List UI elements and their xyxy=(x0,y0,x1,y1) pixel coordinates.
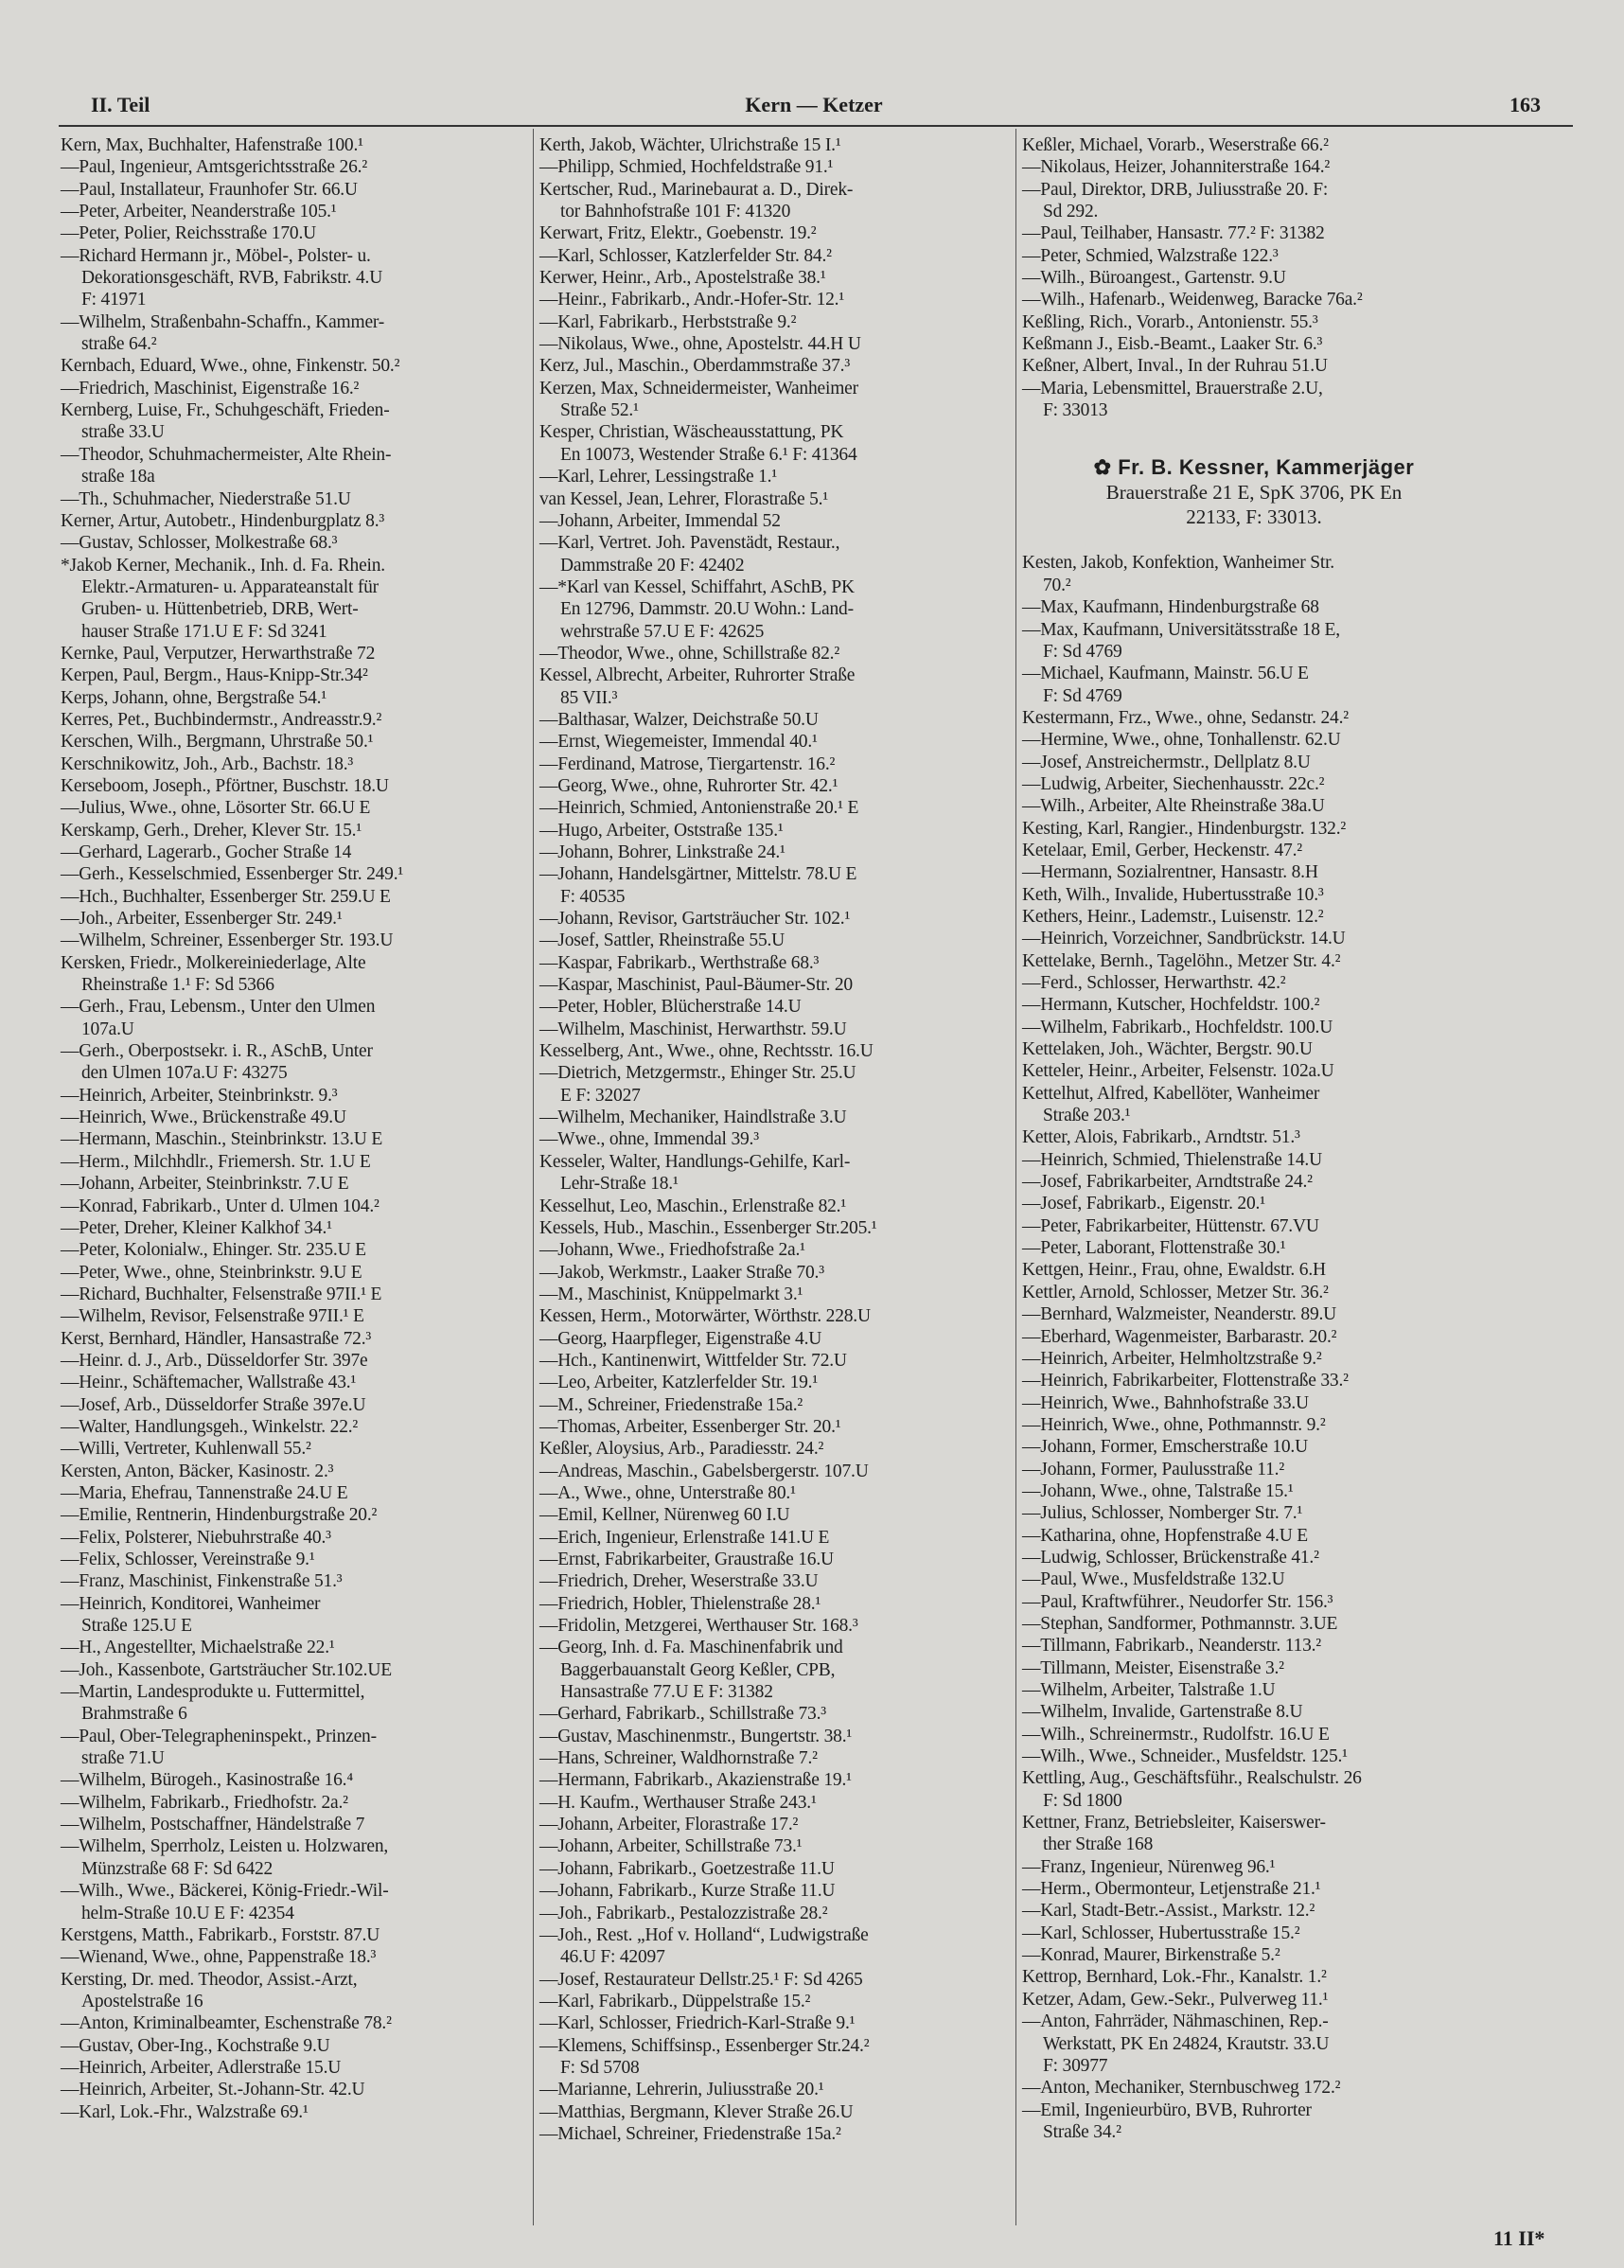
directory-entry-line: —Heinrich, Wwe., ohne, Pothmannstr. 9.² xyxy=(1022,1414,1326,1435)
advertisement xyxy=(1022,455,1486,529)
directory-entry-line: —Ernst, Wiegemeister, Immendal 40.¹ xyxy=(539,732,818,753)
directory-entry-line: E F: 32027 xyxy=(560,1085,641,1106)
directory-entry-line: —Anton, Kriminalbeamter, Eschenstraße 78.² xyxy=(61,2013,392,2034)
directory-entry-line: —Joh., Kassenbote, Gartsträucher Str.102.UE xyxy=(61,1659,392,1680)
directory-entry-line: Ketelaar, Emil, Gerber, Heckenstr. 47.² xyxy=(1022,840,1302,860)
directory-entry-line: Kerskamp, Gerh., Dreher, Klever Str. 15.¹ xyxy=(61,820,362,841)
directory-entry-line: —Heinrich, Arbeiter, Steinbrinkstr. 9.³ xyxy=(61,1085,338,1106)
directory-entry-line: —Johann, Fabrikarb., Kurze Straße 11.U xyxy=(539,1881,836,1902)
ad-title: Fr. B. Kessner, Kammerjäger xyxy=(1118,455,1415,480)
directory-entry-line: Kesselhut, Leo, Maschin., Erlenstraße 82.¹ xyxy=(539,1196,846,1216)
directory-entry-line: F: Sd 1800 xyxy=(1043,1790,1122,1811)
directory-entry-line: Kersten, Anton, Bäcker, Kasinostr. 2.³ xyxy=(61,1461,334,1481)
directory-entry-line: —Peter, Wwe., ohne, Steinbrinkstr. 9.U E xyxy=(61,1262,362,1283)
directory-entry-line: —Josef, Anstreichermstr., Dellplatz 8.U xyxy=(1022,752,1311,772)
directory-entry-line: —Josef, Fabrikarbeiter, Arndtstraße 24.² xyxy=(1022,1172,1313,1193)
directory-entry-line: 85 VII.³ xyxy=(560,687,618,708)
directory-entry-line: —H. Kaufm., Werthauser Straße 243.¹ xyxy=(539,1792,817,1813)
section-label: II. Teil xyxy=(91,93,150,116)
directory-entry-line: —Peter, Fabrikarbeiter, Hüttenstr. 67.VU xyxy=(1022,1215,1319,1236)
directory-entry-line: wehrstraße 57.U E F: 42625 xyxy=(560,621,765,642)
directory-entry-line: Keth, Wilh., Invalide, Hubertusstraße 10.³ xyxy=(1022,884,1324,905)
directory-entry-line: Kern, Max, Buchhalter, Hafenstraße 100.¹ xyxy=(61,135,363,155)
directory-entry-line: F: 33013 xyxy=(1043,400,1108,421)
directory-entry-line: Elektr.-Armaturen- u. Apparateanstalt für xyxy=(81,576,379,597)
directory-entry-line: —Josef, Arb., Düsseldorfer Straße 397e.U xyxy=(61,1394,366,1415)
directory-entry-line: —Wilhelm, Mechaniker, Haindlstraße 3.U xyxy=(539,1107,847,1128)
directory-entry-line: Kerner, Artur, Autobetr., Hindenburgplatz 8.³ xyxy=(61,510,385,531)
directory-entry-line: Kerpen, Paul, Bergm., Haus-Knipp-Str.34² xyxy=(61,665,368,686)
directory-entry-line: —Johann, Revisor, Gartsträucher Str. 102.¹ xyxy=(539,909,851,930)
directory-entry-line: —Friedrich, Maschinist, Eigenstraße 16.² xyxy=(61,378,360,399)
directory-entry-line: —Balthasar, Walzer, Deichstraße 50.U xyxy=(539,709,819,730)
directory-entry-line: —Tillmann, Meister, Eisenstraße 3.² xyxy=(1022,1657,1284,1678)
directory-entry-line: —Katharina, ohne, Hopfenstraße 4.U E xyxy=(1022,1525,1308,1546)
ad-address: Brauerstraße 21 E, SpK 3706, PK En xyxy=(1105,481,1403,505)
directory-entry-line: Sd 292. xyxy=(1043,202,1099,222)
directory-entry-line: Kessen, Herm., Motorwärter, Wörthstr. 228.U xyxy=(539,1306,871,1327)
directory-entry-line: —Joh., Arbeiter, Essenberger Str. 249.¹ xyxy=(61,909,343,930)
directory-entry-line: F: Sd 4769 xyxy=(1043,641,1122,662)
directory-entry-line: —Heinrich, Arbeiter, St.-Johann-Str. 42.U xyxy=(61,2080,365,2100)
directory-entry-line: —Tillmann, Fabrikarb., Neanderstr. 113.² xyxy=(1022,1636,1321,1657)
directory-entry-line: —Heinrich, Wwe., Bahnhofstraße 33.U xyxy=(1022,1392,1309,1413)
directory-entry-line: —Gustav, Maschinenmstr., Bungertstr. 38.¹ xyxy=(539,1726,853,1746)
directory-entry-line: —M., Maschinist, Knüppelmarkt 3.¹ xyxy=(539,1284,803,1304)
directory-entry-line: —Johann, Arbeiter, Immendal 52 xyxy=(539,510,781,531)
directory-entry-line: —Herm., Milchhdlr., Friemersh. Str. 1.U E xyxy=(61,1151,371,1172)
directory-entry-line: —Gustav, Schlosser, Molkestraße 68.³ xyxy=(61,533,338,554)
directory-entry-line: Kettelhut, Alfred, Kabellöter, Wanheimer xyxy=(1022,1083,1320,1104)
directory-entry-line: —Heinrich, Arbeiter, Adlerstraße 15.U xyxy=(61,2057,342,2078)
directory-entry-line: —Heinrich, Wwe., Brückenstraße 49.U xyxy=(61,1107,346,1128)
directory-entry-line: Kesselberg, Ant., Wwe., ohne, Rechtsstr. 16.U xyxy=(539,1041,874,1062)
directory-entry-line: 46.U F: 42097 xyxy=(560,1947,665,1968)
page-range-title: Kern — Ketzer xyxy=(745,93,883,116)
directory-entry-line: —Wilhelm, Maschinist, Herwarthstr. 59.U xyxy=(539,1019,847,1039)
directory-entry-line: Keßler, Michael, Vorarb., Weserstraße 66.² xyxy=(1022,135,1329,155)
directory-entry-line: straße 71.U xyxy=(81,1748,165,1769)
directory-entry-line: —Joh., Fabrikarb., Pestalozzistraße 28.² xyxy=(539,1903,828,1923)
directory-entry-line: Straße 52.¹ xyxy=(560,400,639,421)
directory-entry-line: Kesper, Christian, Wäscheausstattung, PK xyxy=(539,422,844,443)
directory-entry-line: —Kaspar, Fabrikarb., Werthstraße 68.³ xyxy=(539,952,820,973)
directory-entry-line: —Johann, Fabrikarb., Goetzestraße 11.U xyxy=(539,1858,835,1879)
directory-entry-line: —Emil, Ingenieurbüro, BVB, Ruhrorter xyxy=(1022,2100,1312,2120)
directory-entry-line: —Kaspar, Maschinist, Paul-Bäumer-Str. 20 xyxy=(539,975,853,996)
directory-entry-line: —Gerh., Oberpostsekr. i. R., ASchB, Unter xyxy=(61,1041,373,1062)
directory-entry-line: —Konrad, Fabrikarb., Unter d. Ulmen 104.² xyxy=(61,1196,380,1216)
directory-entry-line: straße 18a xyxy=(81,467,155,487)
directory-entry-line: —Heinrich, Vorzeichner, Sandbrückstr. 14.U xyxy=(1022,929,1346,949)
directory-entry-line: Kerseboom, Joseph., Pförtner, Buschstr. 18.U xyxy=(61,775,389,796)
directory-entry-line: —Ludwig, Schlosser, Brückenstraße 41.² xyxy=(1022,1547,1319,1568)
directory-entry-line: En 10073, Westender Straße 6.¹ F: 41364 xyxy=(560,444,857,465)
directory-entry-line: —Paul, Installateur, Fraunhofer Str. 66.U xyxy=(61,179,358,200)
directory-entry-line: Kerstgens, Matth., Fabrikarb., Forststr. 87.U xyxy=(61,1924,380,1945)
directory-entry-line: —Th., Schuhmacher, Niederstraße 51.U xyxy=(61,488,351,509)
directory-entry-line: Straße 34.² xyxy=(1043,2121,1121,2142)
directory-entry-line: —Felix, Polsterer, Niebuhrstraße 40.³ xyxy=(61,1527,331,1548)
directory-entry-line: —Georg, Haarpfleger, Eigenstraße 4.U xyxy=(539,1328,822,1349)
directory-entry-line: —Wilhelm, Schreiner, Essenberger Str. 193.U xyxy=(61,930,394,951)
directory-entry-line: Keßler, Aloysius, Arb., Paradiesstr. 24.² xyxy=(539,1439,824,1460)
directory-entry-line: Kernbach, Eduard, Wwe., ohne, Finkenstr. 50.² xyxy=(61,356,400,377)
directory-entry-line: —Hch., Buchhalter, Essenberger Str. 259.U E xyxy=(61,886,391,907)
directory-entry-line: —Johann, Handelsgärtner, Mittelstr. 78.U E xyxy=(539,864,857,885)
directory-entry-line: Ketteler, Heinr., Arbeiter, Felsenstr. 102a.U xyxy=(1022,1061,1334,1082)
directory-entry-line: —Leo, Arbeiter, Katzlerfelder Str. 19.¹ xyxy=(539,1373,818,1393)
directory-entry-line: Kernke, Paul, Verputzer, Herwarthstraße 72 xyxy=(61,643,376,664)
directory-entry-line: Kesting, Karl, Rangier., Hindenburgstr. 132.² xyxy=(1022,818,1347,839)
directory-entry-line: —Johann, Wwe., ohne, Talstraße 15.¹ xyxy=(1022,1480,1294,1501)
sheet-signature: 11 II* xyxy=(1493,2226,1545,2250)
directory-entry-line: —Peter, Hobler, Blücherstraße 14.U xyxy=(539,997,802,1018)
directory-entry-line: —Heinrich, Konditorei, Wanheimer xyxy=(61,1593,321,1614)
directory-entry-line: —Theodor, Wwe., ohne, Schillstraße 82.² xyxy=(539,643,839,664)
directory-entry-line: —Wilhelm, Straßenbahn-Schaffn., Kammer- xyxy=(61,311,385,332)
directory-entry-line: —Maria, Lebensmittel, Brauerstraße 2.U, xyxy=(1022,378,1323,399)
directory-entry-line: Kettling, Aug., Geschäftsführ., Realschulstr. 26 xyxy=(1022,1768,1362,1789)
directory-entry-line: Kettgen, Heinr., Frau, ohne, Ewaldstr. 6.H xyxy=(1022,1260,1326,1281)
directory-entry-line: Kersting, Dr. med. Theodor, Assist.-Arzt, xyxy=(61,1969,358,1990)
directory-entry-line: —Willi, Vertreter, Kuhlenwall 55.² xyxy=(61,1439,311,1460)
directory-entry-line: —Wilhelm, Arbeiter, Talstraße 1.U xyxy=(1022,1680,1276,1700)
directory-entry-line: —Heinrich, Arbeiter, Helmholtzstraße 9.² xyxy=(1022,1348,1322,1369)
directory-entry-line: —Karl, Lok.-Fhr., Walzstraße 69.¹ xyxy=(61,2101,309,2122)
directory-entry-line: —Gerhard, Fabrikarb., Schillstraße 73.³ xyxy=(539,1704,826,1725)
directory-entry-line: Baggerbauanstalt Georg Keßler, CPB, xyxy=(560,1659,836,1680)
directory-entry-line: Dekorationsgeschäft, RVB, Fabrikstr. 4.U xyxy=(81,268,383,289)
directory-entry-line: Keßner, Albert, Inval., In der Ruhrau 51.U xyxy=(1022,356,1328,377)
directory-entry-line: —Gustav, Ober-Ing., Kochstraße 9.U xyxy=(61,2035,330,2056)
directory-entry-line: —Erich, Ingenieur, Erlenstraße 141.U E xyxy=(539,1527,830,1548)
directory-entry-line: F: 41971 xyxy=(81,290,147,310)
directory-entry-line: —Walter, Handlungsgeh., Winkelstr. 22.² xyxy=(61,1416,359,1437)
directory-entry-line: 70.² xyxy=(1043,575,1071,595)
directory-entry-line: —M., Schreiner, Friedenstraße 15a.² xyxy=(539,1394,803,1415)
directory-entry-line: den Ulmen 107a.U F: 43275 xyxy=(81,1063,288,1084)
directory-entry-line: Ketzer, Adam, Gew.-Sekr., Pulverweg 11.¹ xyxy=(1022,1989,1329,2010)
directory-column-3 xyxy=(1022,134,1486,2143)
directory-entry-line: —Julius, Wwe., ohne, Lösorter Str. 66.U E xyxy=(61,798,371,819)
column-divider xyxy=(1015,129,1016,2225)
directory-entry-line: —Heinrich, Schmied, Antonienstraße 20.¹ E xyxy=(539,798,859,819)
directory-entry-line: —Heinr., Schäftemacher, Wallstraße 43.¹ xyxy=(61,1373,357,1393)
directory-entry-line: —Johann, Wwe., Friedhofstraße 2a.¹ xyxy=(539,1240,805,1261)
directory-entry-line: —Friedrich, Hobler, Thielenstraße 28.¹ xyxy=(539,1593,821,1614)
entries-before-ad xyxy=(1022,134,1486,421)
directory-entry-line: —Peter, Arbeiter, Neanderstraße 105.¹ xyxy=(61,202,337,222)
directory-entry-line: —Hugo, Arbeiter, Oststraße 135.¹ xyxy=(539,820,784,841)
directory-entry-line: —Ferd., Schlosser, Herwarthstr. 42.² xyxy=(1022,973,1286,993)
directory-entry-line: —Hermann, Sozialrentner, Hansastr. 8.H xyxy=(1022,862,1318,883)
directory-entry-line: —Anton, Fahrräder, Nähmaschinen, Rep.- xyxy=(1022,2011,1329,2032)
directory-entry-line: —Hermann, Kutscher, Hochfeldstr. 100.² xyxy=(1022,995,1320,1016)
directory-entry-line: —Hch., Kantinenwirt, Wittfelder Str. 72.U xyxy=(539,1350,847,1371)
directory-entry-line: van Kessel, Jean, Lehrer, Florastraße 5.¹ xyxy=(539,488,828,509)
directory-entry-line: Kessel, Albrecht, Arbeiter, Ruhrorter Straße xyxy=(539,665,856,686)
directory-entry-line: Hansastraße 77.U E F: 31382 xyxy=(560,1682,773,1703)
directory-entry-line: Kerps, Johann, ohne, Bergstraße 54.¹ xyxy=(61,687,327,708)
directory-entry-line: —Gerhard, Lagerarb., Gocher Straße 14 xyxy=(61,842,352,862)
directory-entry-line: —Fridolin, Metzgerei, Werthauser Str. 168.³ xyxy=(539,1616,858,1637)
directory-entry-line: Kettrop, Bernhard, Lok.-Fhr., Kanalstr. 1.² xyxy=(1022,1967,1327,1988)
directory-entry-line: —Jakob, Werkmstr., Laaker Straße 70.³ xyxy=(539,1262,824,1283)
directory-entry-line: —H., Angestellter, Michaelstraße 22.¹ xyxy=(61,1638,335,1658)
directory-entry-line: Kessels, Hub., Maschin., Essenberger Str.205.¹ xyxy=(539,1217,877,1238)
directory-entry-line: —Emilie, Rentnerin, Hindenburgstraße 20.² xyxy=(61,1505,378,1526)
directory-entry-line: —Philipp, Schmied, Hochfeldstraße 91.¹ xyxy=(539,157,834,178)
directory-entry-line: —Wwe., ohne, Immendal 39.³ xyxy=(539,1129,759,1150)
directory-entry-line: —Wilh., Wwe., Schneider., Musfeldstr. 125.¹ xyxy=(1022,1746,1348,1767)
directory-entry-line: —Johann, Arbeiter, Florastraße 17.² xyxy=(539,1815,799,1835)
directory-entry-line: —Theodor, Schuhmachermeister, Alte Rhein- xyxy=(61,444,392,465)
directory-entry-line: —Anton, Mechaniker, Sternbuschweg 172.² xyxy=(1022,2078,1341,2099)
directory-entry-line: Werkstatt, PK En 24824, Krautstr. 33.U xyxy=(1043,2033,1330,2054)
directory-entry-line: —Wilh., Wwe., Bäckerei, König-Friedr.-Wil- xyxy=(61,1881,389,1902)
directory-entry-line: —Friedrich, Dreher, Weserstraße 33.U xyxy=(539,1571,819,1592)
directory-entry-line: Keßling, Rich., Vorarb., Antonienstr. 55.³ xyxy=(1022,311,1318,332)
directory-entry-line: Ketter, Alois, Fabrikarb., Arndtstr. 51.³ xyxy=(1022,1127,1300,1148)
page-number: 163 xyxy=(1509,93,1541,116)
directory-entry-line: —Hans, Schreiner, Waldhornstraße 7.² xyxy=(539,1748,818,1769)
directory-entry-line: —Ernst, Fabrikarbeiter, Graustraße 16.U xyxy=(539,1550,834,1569)
directory-entry-line: —Paul, Ober-Telegrapheninspekt., Prinzen- xyxy=(61,1726,377,1746)
directory-entry-line: —Peter, Polier, Reichsstraße 170.U xyxy=(61,223,316,244)
directory-entry-line: —Johann, Arbeiter, Steinbrinkstr. 7.U E xyxy=(61,1174,349,1195)
directory-entry-line: —Peter, Kolonialw., Ehinger. Str. 235.U E xyxy=(61,1240,366,1261)
directory-entry-line: Kesseler, Walter, Handlungs-Gehilfe, Karl- xyxy=(539,1151,851,1172)
directory-entry-line: —Wilhelm, Fabrikarb., Hochfeldstr. 100.U xyxy=(1022,1017,1333,1037)
directory-entry-line: —Herm., Obermonteur, Letjenstraße 21.¹ xyxy=(1022,1879,1321,1900)
directory-entry-line: —Stephan, Sandformer, Pothmannstr. 3.UE xyxy=(1022,1613,1338,1634)
directory-entry-line: ther Straße 168 xyxy=(1043,1834,1154,1855)
directory-entry-line: —Paul, Direktor, DRB, Juliusstraße 20. F: xyxy=(1022,179,1329,200)
directory-entry-line: Kertscher, Rud., Marinebaurat a. D., Direk- xyxy=(539,179,854,200)
ad-contact: 22133, F: 33013. xyxy=(1186,505,1322,529)
directory-entry-line: —Johann, Arbeiter, Schillstraße 73.¹ xyxy=(539,1836,803,1857)
directory-entry-line: F: Sd 4769 xyxy=(1043,685,1122,706)
directory-entry-line: —Hermann, Maschin., Steinbrinkstr. 13.U E xyxy=(61,1129,383,1150)
directory-entry-line: —Karl, Schlosser, Katzlerfelder Str. 84.² xyxy=(539,245,832,266)
directory-entry-line: —Wilhelm, Bürogeh., Kasinostraße 16.⁴ xyxy=(61,1770,353,1791)
directory-column-2 xyxy=(539,134,1003,2145)
directory-entry-line: —Heinr. d. J., Arb., Düsseldorfer Str. 397e xyxy=(61,1350,368,1371)
entries-after-ad xyxy=(1022,552,1486,2143)
directory-entry-line: —Marianne, Lehrerin, Juliusstraße 20.¹ xyxy=(539,2080,824,2100)
directory-entry-line: —Michael, Schreiner, Friedenstraße 15a.² xyxy=(539,2123,841,2144)
directory-entry-line: —Paul, Ingenieur, Amtsgerichtsstraße 26.² xyxy=(61,157,367,178)
directory-entry-line: —Richard Hermann jr., Möbel-, Polster- u. xyxy=(61,245,371,266)
directory-entry-line: Kersken, Friedr., Molkereiniederlage, Alte xyxy=(61,952,366,973)
directory-entry-line: Kerth, Jakob, Wächter, Ulrichstraße 15 I.¹ xyxy=(539,135,841,155)
directory-entry-line: Lehr-Straße 18.¹ xyxy=(560,1174,679,1195)
directory-entry-line: —Martin, Landesprodukte u. Futtermittel, xyxy=(61,1682,365,1703)
directory-entry-line: —Josef, Fabrikarb., Eigenstr. 20.¹ xyxy=(1022,1194,1265,1214)
directory-entry-line: —Karl, Fabrikarb., Düppelstraße 15.² xyxy=(539,1991,811,2011)
directory-entry-line: —Heinrich, Fabrikarbeiter, Flottenstraße 33.² xyxy=(1022,1371,1349,1391)
directory-entry-line: Keßmann J., Eisb.-Beamt., Laaker Str. 6.³ xyxy=(1022,334,1323,355)
directory-entry-line: Münzstraße 68 F: Sd 6422 xyxy=(81,1858,274,1879)
directory-entry-line: Kettner, Franz, Betriebsleiter, Kaiserswer- xyxy=(1022,1813,1326,1834)
directory-entry-line: —Ferdinand, Matrose, Tiergartenstr. 16.² xyxy=(539,753,836,774)
directory-entry-line: Kernberg, Luise, Fr., Schuhgeschäft, Frieden- xyxy=(61,400,390,421)
directory-entry-line: Kerzen, Max, Schneidermeister, Wanheimer xyxy=(539,378,858,399)
directory-entry-line: —Nikolaus, Wwe., ohne, Apostelstr. 44.H U xyxy=(539,334,861,355)
directory-entry-line: —Karl, Stadt-Betr.-Assist., Markstr. 12.² xyxy=(1022,1901,1315,1922)
directory-entry-line: 107a.U xyxy=(81,1019,134,1039)
directory-entry-line: —Wilhelm, Invalide, Gartenstraße 8.U xyxy=(1022,1702,1303,1723)
directory-entry-line: —Max, Kaufmann, Hindenburgstraße 68 xyxy=(1022,597,1319,618)
directory-entry-line: Kettelake, Bernh., Tagelöhn., Metzer Str. 4.² xyxy=(1022,950,1341,971)
wreath-icon: ✿ xyxy=(1093,455,1112,480)
directory-entry-line: —Karl, Lehrer, Lessingstraße 1.¹ xyxy=(539,467,777,487)
directory-entry-line: F: 30977 xyxy=(1043,2055,1108,2076)
directory-entry-line: —Franz, Ingenieur, Nürenweg 96.¹ xyxy=(1022,1856,1276,1877)
directory-entry-line: —Wilh., Hafenarb., Weidenweg, Baracke 76a.² xyxy=(1022,290,1363,310)
directory-entry-line: Kettler, Arnold, Schlosser, Metzer Str. 36.² xyxy=(1022,1282,1329,1302)
directory-entry-line: Straße 203.¹ xyxy=(1043,1106,1131,1126)
directory-entry-line: —Maria, Ehefrau, Tannenstraße 24.U E xyxy=(61,1482,348,1503)
directory-entry-line: —Josef, Restaurateur Dellstr.25.¹ F: Sd 4265 xyxy=(539,1969,863,1990)
directory-entry-line: —Peter, Laborant, Flottenstraße 30.¹ xyxy=(1022,1238,1286,1259)
directory-entry-line: —Karl, Fabrikarb., Herbststraße 9.² xyxy=(539,311,797,332)
directory-entry-line: —Dietrich, Metzgermstr., Ehinger Str. 25.U xyxy=(539,1063,856,1084)
directory-entry-line: —Karl, Schlosser, Hubertusstraße 15.² xyxy=(1022,1922,1300,1943)
directory-entry-line: —Felix, Schlosser, Vereinstraße 9.¹ xyxy=(61,1550,315,1569)
directory-entry-line: Kerres, Pet., Buchbindermstr., Andreasstr.9.² xyxy=(61,709,382,730)
directory-entry-line: —Julius, Schlosser, Nomberger Str. 7.¹ xyxy=(1022,1503,1303,1524)
directory-entry-line: straße 33.U xyxy=(81,422,165,443)
directory-entry-line: Kestermann, Frz., Wwe., ohne, Sedanstr. 24.² xyxy=(1022,707,1349,728)
directory-entry-line: —Richard, Buchhalter, Felsenstraße 97II.¹ E xyxy=(61,1284,382,1304)
directory-entry-line: —Georg, Inh. d. Fa. Maschinenfabrik und xyxy=(539,1638,843,1658)
directory-entry-line: Brahmstraße 6 xyxy=(81,1704,187,1725)
directory-entry-line: Kesten, Jakob, Konfektion, Wanheimer Str. xyxy=(1022,553,1334,574)
directory-entry-line: En 12796, Dammstr. 20.U Wohn.: Land- xyxy=(560,599,854,620)
directory-entry-line: —Thomas, Arbeiter, Essenberger Str. 20.¹ xyxy=(539,1416,841,1437)
directory-entry-line: —Heinrich, Schmied, Thielenstraße 14.U xyxy=(1022,1149,1322,1170)
directory-entry-line: Kerst, Bernhard, Händler, Hansastraße 72.³ xyxy=(61,1328,372,1349)
directory-entry-line: —*Karl van Kessel, Schiffahrt, ASchB, PK xyxy=(539,576,855,597)
directory-entry-line: hauser Straße 171.U E F: Sd 3241 xyxy=(81,621,327,642)
directory-entry-line: —Wilh., Arbeiter, Alte Rheinstraße 38a.U xyxy=(1022,796,1325,817)
directory-entry-line: Kerz, Jul., Maschin., Oberdammstraße 37.³ xyxy=(539,356,850,377)
directory-entry-line: —Joh., Rest. „Hof v. Holland“, Ludwigstraße xyxy=(539,1924,869,1945)
directory-entry-line: Straße 125.U E xyxy=(81,1616,192,1637)
directory-entry-line: —Konrad, Maurer, Birkenstraße 5.² xyxy=(1022,1945,1280,1966)
directory-entry-line: —Wienand, Wwe., ohne, Pappenstraße 18.³ xyxy=(61,1947,377,1968)
directory-entry-line: Rheinstraße 1.¹ F: Sd 5366 xyxy=(81,975,274,996)
directory-entry-line: F: 40535 xyxy=(560,886,626,907)
directory-entry-line: —Gerh., Kesselschmied, Essenberger Str. 249.¹ xyxy=(61,864,404,885)
directory-entry-line: Kerwer, Heinr., Arb., Apostelstraße 38.¹ xyxy=(539,268,826,289)
directory-entry-line: —Paul, Kraftwführer., Neudorfer Str. 156.³ xyxy=(1022,1591,1333,1612)
directory-entry-line: Dammstraße 20 F: 42402 xyxy=(560,555,745,576)
directory-entry-line: Kerschnikowitz, Joh., Arb., Bachstr. 18.³ xyxy=(61,753,354,774)
directory-entry-line: Kettelaken, Joh., Wächter, Bergstr. 90.U xyxy=(1022,1039,1313,1060)
directory-entry-line: —Bernhard, Walzmeister, Neanderstr. 89.U xyxy=(1022,1304,1337,1325)
directory-entry-line: F: Sd 5708 xyxy=(560,2057,640,2078)
directory-entry-line: Apostelstraße 16 xyxy=(81,1991,203,2011)
directory-entry-line: —Karl, Vertret. Joh. Pavenstädt, Restaur., xyxy=(539,533,840,554)
directory-entry-line: —Wilhelm, Revisor, Felsenstraße 97II.¹ E xyxy=(61,1306,364,1327)
directory-entry-line: —Nikolaus, Heizer, Johanniterstraße 164.² xyxy=(1022,157,1331,178)
directory-entry-line: Kerschen, Wilh., Bergmann, Uhrstraße 50.¹ xyxy=(61,732,374,753)
directory-entry-line: —Michael, Kaufmann, Mainstr. 56.U E xyxy=(1022,664,1309,684)
column-divider xyxy=(533,129,534,2225)
directory-entry-line: —Johann, Former, Emscherstraße 10.U xyxy=(1022,1437,1308,1458)
directory-entry-line: —Gerh., Frau, Lebensm., Unter den Ulmen xyxy=(61,997,376,1018)
directory-entry-line: *Jakob Kerner, Mechanik., Inh. d. Fa. Rhein. xyxy=(61,555,385,576)
directory-entry-line: —Klemens, Schiffsinsp., Essenberger Str.24.² xyxy=(539,2035,870,2056)
directory-entry-line: —Hermine, Wwe., ohne, Tonhallenstr. 62.U xyxy=(1022,730,1341,751)
directory-entry-line: —Andreas, Maschin., Gabelsbergerstr. 107.U xyxy=(539,1461,869,1481)
directory-entry-line: —Wilhelm, Fabrikarb., Friedhofstr. 2a.² xyxy=(61,1792,348,1813)
directory-entry-line: —Josef, Sattler, Rheinstraße 55.U xyxy=(539,930,786,951)
directory-entry-line: —A., Wwe., ohne, Unterstraße 80.¹ xyxy=(539,1482,796,1503)
directory-entry-line: —Karl, Schlosser, Friedrich-Karl-Straße 9.¹ xyxy=(539,2013,856,2034)
directory-column-1 xyxy=(61,134,524,2123)
directory-entry-line: —Peter, Dreher, Kleiner Kalkhof 34.¹ xyxy=(61,1217,332,1238)
directory-entry-line: —Paul, Wwe., Musfeldstraße 132.U xyxy=(1022,1569,1285,1590)
directory-entry-line: —Wilh., Schreinermstr., Rudolfstr. 16.U E xyxy=(1022,1724,1330,1745)
directory-entry-line: tor Bahnhofstraße 101 F: 41320 xyxy=(560,202,791,222)
directory-entry-line: —Johann, Former, Paulusstraße 11.² xyxy=(1022,1459,1285,1480)
directory-entry-line: —Georg, Wwe., ohne, Ruhrorter Str. 42.¹ xyxy=(539,775,838,796)
directory-entry-line: —Peter, Schmied, Walzstraße 122.³ xyxy=(1022,245,1279,266)
directory-entry-line: Gruben- u. Hüttenbetrieb, DRB, Wert- xyxy=(81,599,359,620)
directory-entry-line: —Max, Kaufmann, Universitätsstraße 18 E, xyxy=(1022,619,1340,640)
directory-entry-line: Kethers, Heinr., Lademstr., Luisenstr. 12.² xyxy=(1022,906,1324,927)
directory-entry-line: straße 64.² xyxy=(81,334,157,355)
directory-entry-line: —Paul, Teilhaber, Hansastr. 77.² F: 31382 xyxy=(1022,223,1325,244)
directory-entry-line: —Wilh., Büroangest., Gartenstr. 9.U xyxy=(1022,268,1286,289)
directory-entry-line: —Heinr., Fabrikarb., Andr.-Hofer-Str. 12.¹ xyxy=(539,290,845,310)
directory-entry-line: —Eberhard, Wagenmeister, Barbarastr. 20.² xyxy=(1022,1326,1337,1347)
directory-entry-line: —Emil, Kellner, Nürenweg 60 I.U xyxy=(539,1505,790,1526)
directory-entry-line: —Ludwig, Arbeiter, Siechenhausstr. 22c.² xyxy=(1022,773,1325,794)
directory-entry-line: —Wilhelm, Postschaffner, Händelstraße 7 xyxy=(61,1815,365,1835)
directory-entry-line: Kerwart, Fritz, Elektr., Goebenstr. 19.² xyxy=(539,223,817,244)
directory-entry-line: —Wilhelm, Sperrholz, Leisten u. Holzwaren, xyxy=(61,1836,389,1857)
directory-entry-line: —Franz, Maschinist, Finkenstraße 51.³ xyxy=(61,1571,343,1592)
directory-entry-line: —Johann, Bohrer, Linkstraße 24.¹ xyxy=(539,842,786,862)
directory-entry-line: —Hermann, Fabrikarb., Akazienstraße 19.¹ xyxy=(539,1770,852,1791)
directory-entry-line: helm-Straße 10.U E F: 42354 xyxy=(81,1903,294,1923)
directory-entry-line: —Matthias, Bergmann, Klever Straße 26.U xyxy=(539,2101,854,2122)
header-rule xyxy=(59,125,1573,127)
